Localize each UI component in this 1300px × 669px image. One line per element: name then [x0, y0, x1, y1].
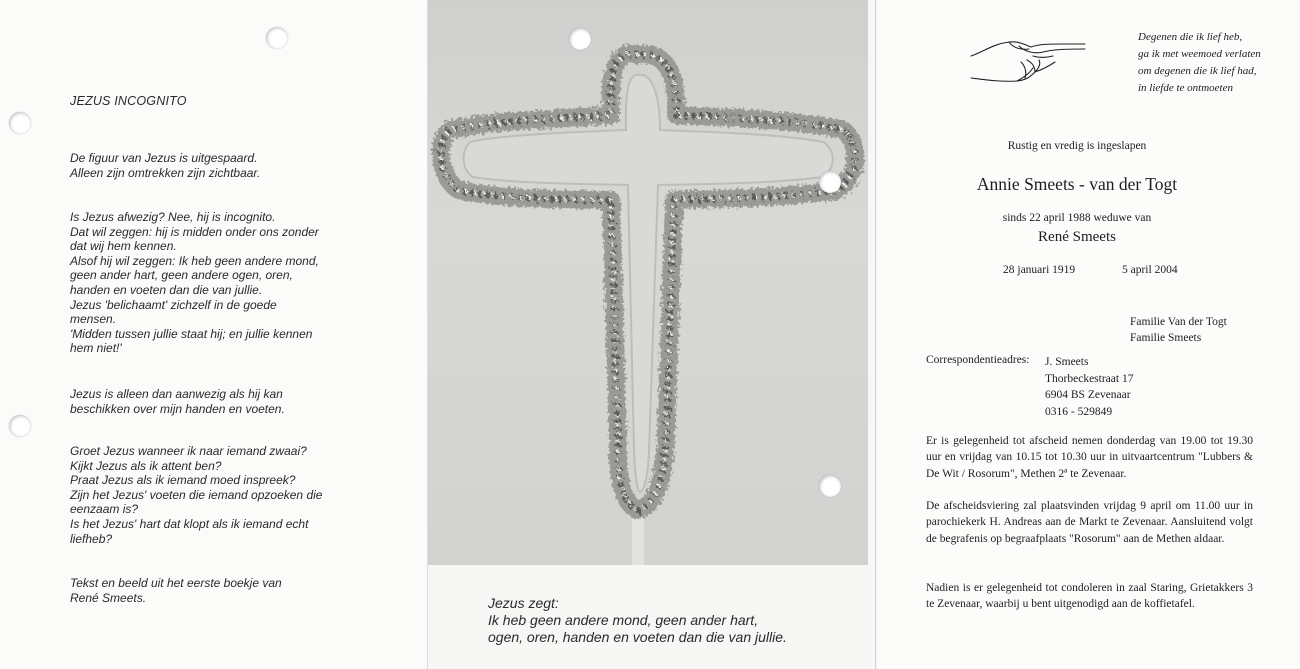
service-paragraph: De afscheidsviering zal plaatsvinden vrijdag 9 april om 11.00 uur in parochiekerk H. Andreas aan de Markt te Zevenaar. Aansluitend volgt de begrafenis op begraafplaats "Rosorum" aan de Methen aldaar. — [926, 500, 1253, 545]
middle-panel — [428, 0, 876, 669]
husband-name: René Smeets — [1038, 229, 1116, 245]
poem-paragraph: De figuur van Jezus is uitgespaard. Alleen zijn omtrekken zijn zichtbaar. — [70, 151, 261, 180]
poem-title: JEZUS INCOGNITO — [70, 94, 187, 108]
memorial-quote: Degenen die ik lief heb, ga ik met weemoed verlaten om degenen die ik lief had, in liefde te ontmoeten — [1138, 31, 1261, 94]
poem-paragraph: Is Jezus afwezig? Nee, hij is incognito. Dat wil zeggen: hij is midden onder ons zonder dat wij hem kennen. Alsof hij wil zeggen: Ik heb geen andere mond, geen ander hart, geen andere ogen, oren, handen en voeten dan die van jullie. Jezus 'belichaamt' zichzelf in de goede mensen. 'Midden tussen jullie staat hij; en jullie kennen hem niet!' — [70, 210, 319, 356]
cross-photo — [428, 0, 868, 565]
condolence-paragraph: Nadien is er gelegenheid tot condoleren in zaal Staring, Grietakkers 3 te Zevenaar, waarbij u bent uitgenodigd aan de koffietafel. — [926, 582, 1253, 611]
photo-caption — [488, 595, 787, 646]
family-line: Familie Van der Togt — [1130, 316, 1227, 328]
poem-paragraph: Groet Jezus wanneer ik naar iemand zwaai? Kijkt Jezus als ik attent ben? Praat Jezus als ik iemand moed inspreek? Zijn het Jezus' voeten die iemand opzoeken die eenzaam is? Is het Jezus' hart dat klopt als ik iemand echt liefheb? — [70, 444, 323, 546]
family-line: Familie Smeets — [1130, 332, 1202, 344]
address-name: J. Smeets — [1045, 356, 1089, 368]
poem-credit: Tekst en beeld uit het eerste boekje van René Smeets. — [70, 576, 282, 605]
widow-line: sinds 22 april 1988 weduwe van — [1002, 212, 1152, 224]
address-label: Correspondentieadres: — [926, 354, 1030, 366]
address-block — [1045, 354, 1133, 420]
farewell-paragraph: Er is gelegenheid tot afscheid nemen donderdag van 19.00 tot 19.30 uur en vrijdag van 10.15 tot 10.30 uur in uitvaartcentrum "Lubbers & De Wit / Rosorum", Methen 2ª te Zevenaar. — [926, 435, 1253, 480]
punch-hole — [819, 475, 841, 497]
birth-date: 28 januari 1919 — [1003, 264, 1076, 276]
caption-line: Jezus zegt: — [488, 595, 559, 611]
right-panel — [877, 0, 1300, 669]
punch-hole — [569, 28, 591, 50]
address-city: 6904 BS Zevenaar — [1045, 389, 1131, 401]
punch-hole — [266, 27, 288, 49]
hands-icon — [969, 32, 1087, 88]
caption-line: ogen, oren, handen en voeten dan die van jullie. — [488, 629, 787, 645]
caption-line: Ik heb geen andere mond, geen ander hart, — [488, 612, 759, 628]
punch-hole — [819, 171, 841, 193]
address-phone: 0316 - 529849 — [1045, 405, 1113, 418]
poem-paragraph: Jezus is alleen dan aanwezig als hij kan beschikken over mijn handen en voeten. — [70, 387, 285, 416]
deceased-name: Annie Smeets - van der Togt — [976, 174, 1178, 194]
death-date: 5 april 2004 — [1122, 264, 1178, 276]
left-panel — [0, 0, 428, 669]
address-street: Thorbeckestraat 17 — [1045, 372, 1134, 385]
intro-text: Rustig en vredig is ingeslapen — [1007, 140, 1147, 152]
cross-image — [428, 0, 868, 565]
punch-hole — [9, 415, 31, 437]
punch-hole — [9, 112, 31, 134]
